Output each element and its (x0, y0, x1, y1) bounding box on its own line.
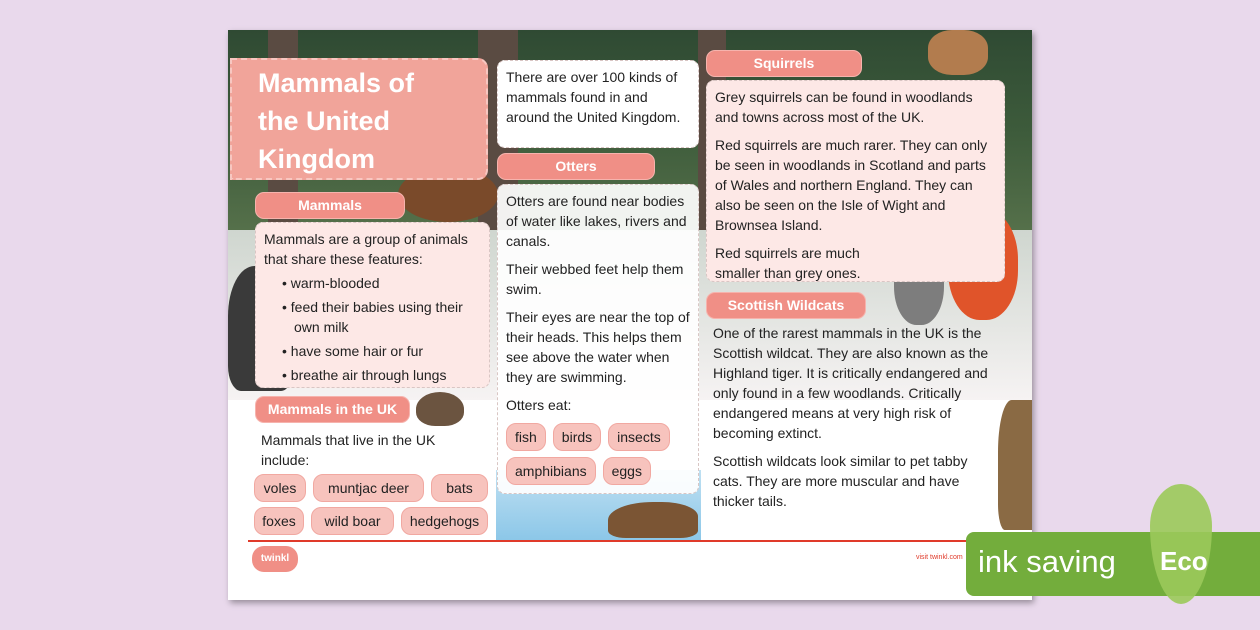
otters-heading: Otters (497, 153, 655, 180)
eco-label: Eco (1160, 546, 1208, 576)
ink-saving-label: ink saving (978, 544, 1116, 579)
mammals-uk-heading: Mammals in the UK (255, 396, 410, 423)
otters-box (497, 184, 699, 494)
wildcat-illustration (998, 400, 1032, 530)
otters-eat-label: Otters eat: (506, 397, 572, 413)
mammals-heading: Mammals (255, 192, 405, 219)
wildcats-text (713, 323, 993, 511)
chip: bats (431, 474, 488, 502)
food-chip: amphibians (506, 457, 596, 485)
food-chip: eggs (603, 457, 651, 485)
squirrels-paragraph: Red squirrels are much rarer. They can only be seen in woodlands in Scotland and parts of Wales and northern England. They can also be seen on the Isle of Wight and Brownsea Island. (715, 137, 988, 233)
chip: voles (254, 474, 306, 502)
otters-paragraph: Their eyes are near the top of their heads. This helps them see above the water when they are swimming. (506, 309, 690, 385)
squirrels-box (706, 80, 1005, 282)
intro-box: There are over 100 kinds of mammals found in and around the United Kingdom. (497, 60, 699, 148)
food-chip: fish (506, 423, 546, 451)
feature-item: • warm-blooded (264, 273, 481, 293)
ink-saving-badge (966, 532, 1260, 596)
feature-item: • breathe air through lungs (264, 365, 481, 385)
feature-item: • feed their babies using their own milk (264, 297, 481, 337)
mammals-uk-lead: Mammals that live in the UK include: (261, 432, 436, 468)
wildcats-heading: Scottish Wildcats (706, 292, 866, 319)
chip: wild boar (311, 507, 394, 535)
food-chip: insects (608, 423, 670, 451)
twinkl-logo: twinkl (252, 546, 298, 572)
wildcats-paragraph: One of the rarest mammals in the UK is the Scottish wildcat. They are also known as the Highland tiger. It is critically endangered and only found in a few woodlands. Critically endangered means at very high risk of becoming extinct. (713, 325, 989, 441)
mammals-box (255, 222, 490, 388)
wildcats-paragraph: Scottish wildcats look similar to pet tabby cats. They are more muscular and have thicker tails. (713, 453, 968, 509)
squirrels-heading: Squirrels (706, 50, 862, 77)
food-chip: birds (553, 423, 601, 451)
mammals-lead: Mammals are a group of animals that share these features: (264, 231, 468, 267)
poster (228, 30, 1032, 600)
squirrels-paragraph: Red squirrels are much smaller than grey ones. (715, 245, 861, 281)
hedgehog-illustration (416, 392, 464, 426)
chip: muntjac deer (313, 474, 424, 502)
features-list (264, 273, 481, 385)
otters-paragraph: Their webbed feet help them swim. (506, 261, 684, 297)
page-title: Mammals of the United Kingdom (230, 58, 488, 180)
feature-item: • have some hair or fur (264, 341, 481, 361)
chip: hedgehogs (401, 507, 488, 535)
chip: foxes (254, 507, 304, 535)
food-chips (506, 423, 690, 485)
footer-divider (248, 540, 1032, 542)
otter-illustration (608, 502, 698, 538)
footer-url: visit twinkl.com (916, 554, 963, 561)
deer-illustration (928, 30, 988, 75)
squirrels-paragraph: Grey squirrels can be found in woodlands and towns across most of the UK. (715, 89, 973, 125)
otters-paragraph: Otters are found near bodies of water like lakes, rivers and canals. (506, 193, 687, 249)
